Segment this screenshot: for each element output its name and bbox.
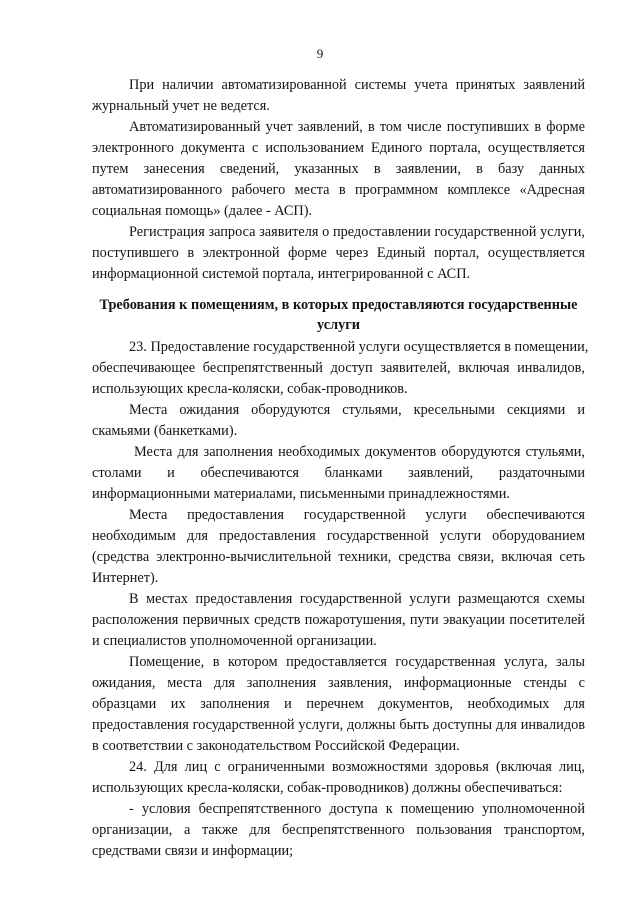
text-line: расположения первичных средств пожаротушения, пути эвакуации посетителей	[92, 612, 585, 628]
text-line: социальная помощь» (далее - АСП).	[92, 203, 313, 219]
text-line: журнальный учет не ведется.	[92, 98, 270, 114]
text-line: информационными материалами, письменными принадлежностями.	[92, 486, 510, 502]
text-line: Регистрация запроса заявителя о предоставлении государственной услуги,	[129, 224, 585, 240]
text-line: электронного документа с использованием Единого портала, осуществляется	[92, 140, 585, 156]
text-line: обеспечивающее беспрепятственный доступ заявителей, включая инвалидов,	[92, 360, 585, 376]
text-line: - условия беспрепятственного доступа к помещению уполномоченной	[129, 801, 585, 817]
page-number: 9	[316, 46, 324, 61]
text-line: образцами их заполнения и перечнем документов, необходимых для	[92, 696, 585, 712]
text-line: в соответствии с законодательством Российской Федерации.	[92, 738, 460, 754]
text-line: 23. Предоставление государственной услуги осуществляется в помещении,	[129, 339, 589, 355]
section-heading: услуги	[317, 317, 360, 333]
text-line: средствами связи и информации;	[92, 843, 294, 859]
text-line: поступившего в электронной форме через Единый портал, осуществляется	[92, 245, 585, 261]
text-line: столами и обеспечиваются бланками заявлений, раздаточными	[92, 465, 585, 481]
text-line: Места для заполнения необходимых документов оборудуются стульями,	[134, 444, 585, 460]
text-line: информационной системой портала, интегрированной с АСП.	[92, 266, 471, 282]
text-line: При наличии автоматизированной системы учета принятых заявлений	[129, 77, 585, 93]
text-line: Интернет).	[92, 570, 159, 586]
text-line: скамьями (банкетками).	[92, 423, 238, 439]
text-line: 24. Для лиц с ограниченными возможностями здоровья (включая лиц,	[129, 759, 585, 775]
text-line: Помещение, в котором предоставляется государственная услуга, залы	[129, 654, 585, 670]
text-line: и специалистов уполномоченной организации.	[92, 633, 377, 649]
text-line: использующих кресла-коляски, собак-проводников.	[92, 381, 408, 397]
text-line: (средства электронно-вычислительной техники, средства связи, включая сеть	[92, 549, 585, 565]
text-line: Места ожидания оборудуются стульями, кресельными секциями и	[129, 402, 585, 418]
text-line: В местах предоставления государственной услуги размещаются схемы	[129, 591, 585, 607]
text-line: предоставления государственной услуги, должны быть доступны для инвалидов	[92, 717, 585, 733]
text-line: организации, а также для беспрепятственного пользования транспортом,	[92, 822, 585, 838]
text-line: автоматизированного рабочего места в программном комплексе «Адресная	[92, 182, 585, 198]
text-line: путем занесения сведений, указанных в заявлении, в базу данных	[92, 161, 585, 177]
text-line: необходимым для предоставления государственной услуги оборудованием	[92, 528, 585, 544]
text-line: ожидания, места для заполнения заявления, информационные стенды с	[92, 675, 585, 691]
text-line: использующих кресла-коляски, собак-проводников) должны обеспечиваться:	[92, 780, 563, 796]
text-line: Автоматизированный учет заявлений, в том числе поступивших в форме	[129, 119, 585, 135]
section-heading: Требования к помещениям, в которых предоставляются государственные	[99, 297, 578, 313]
text-line: Места предоставления государственной услуги обеспечиваются	[129, 507, 585, 523]
